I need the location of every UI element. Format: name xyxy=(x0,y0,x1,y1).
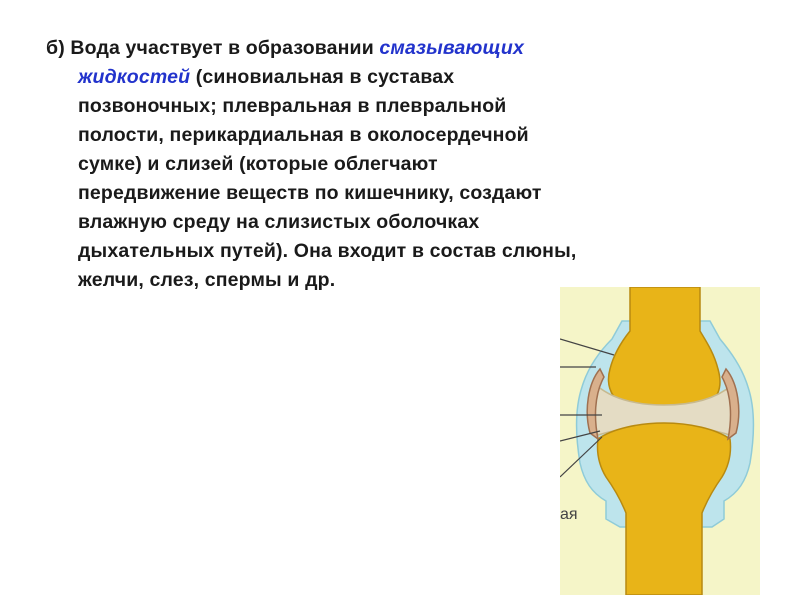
highlight-fluids: жидкостей xyxy=(78,66,191,88)
paragraph-line-7: влажную среду на слизистых оболочках xyxy=(78,211,480,233)
paragraph-line-2 xyxy=(46,63,761,92)
paragraph-line-1-text: б) Вода участвует в образовании xyxy=(46,37,380,59)
paragraph-line-3: позвоночных; плевральная в плевральной xyxy=(78,95,507,117)
highlight-lubricating: смазывающих xyxy=(379,37,524,59)
paragraph-line-1 xyxy=(46,34,761,63)
partial-label: ая xyxy=(560,506,578,523)
joint-diagram-svg xyxy=(560,287,760,595)
paragraph-line-4: полости, перикардиальная в околосердечной xyxy=(78,124,529,146)
paragraph-line-6: передвижение веществ по кишечнику, создают xyxy=(78,182,542,204)
paragraph-line-9: желчи, слез, спермы и др. xyxy=(78,269,336,291)
synovial-joint-figure xyxy=(560,287,760,595)
paragraph-line-8: дыхательных путей). Она входит в состав слюны, xyxy=(78,240,577,262)
paragraph-line-5: сумке) и слизей (которые облегчают xyxy=(78,153,438,175)
body-paragraph xyxy=(46,34,761,295)
paragraph-line-2-text: (синовиальная в суставах xyxy=(190,66,455,88)
